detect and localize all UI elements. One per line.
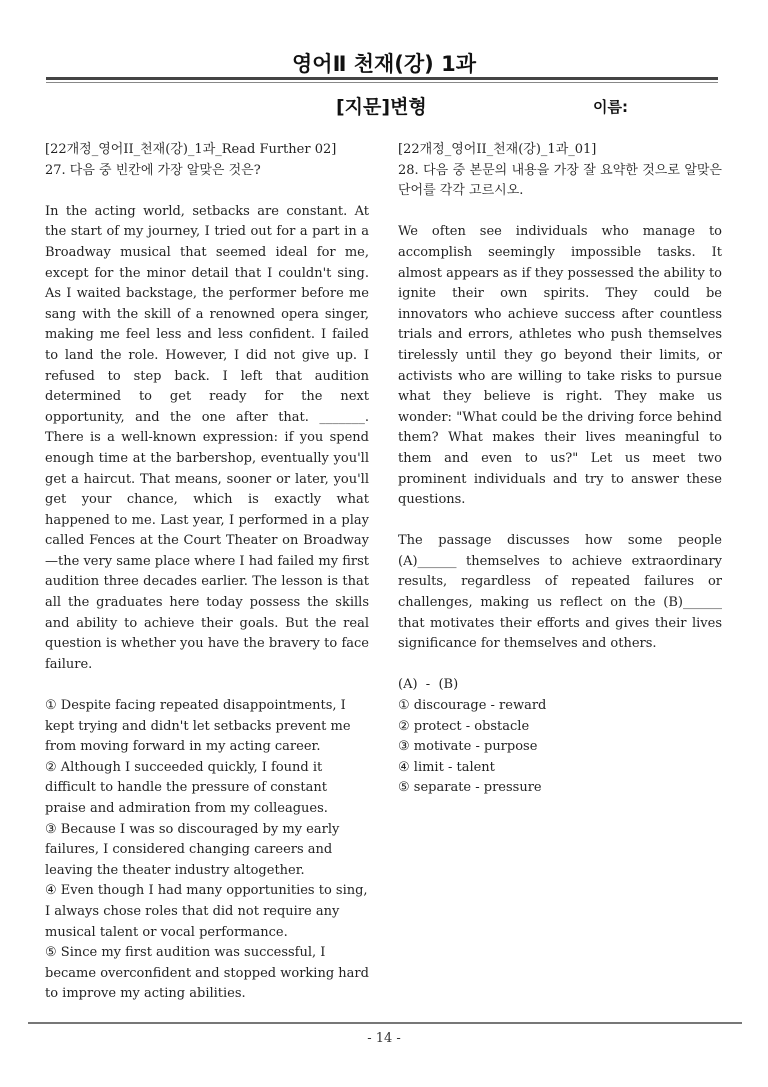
- q27-choice-1: ① Despite facing repeated disappointments, I kept trying and didn't let setbacks prevent me from moving forward in my acting career.: [45, 698, 351, 755]
- q27-choice-2: ② Although I succeeded quickly, I found it difficult to handle the pressure of constant praise and admiration from my colleagues.: [45, 759, 328, 816]
- q27-question: 27. 다음 중 빈칸에 가장 알맞은 것은?: [45, 162, 261, 178]
- q27-source: [22개정_영어II_천재(강)_1과_Read Further 02]: [45, 142, 337, 157]
- q27-choice-3: ③ Because I was so discouraged by my early failures, I considered changing careers and leaving the theater industry altogether.: [45, 821, 340, 878]
- q27-passage: In the acting world, setbacks are constant. At the start of my journey, I tried out for a part in a Broadway musical that seemed ideal for me, except for the minor detail that I couldn't sing. As I waited backstage, the performer before me sang with the skill of a renowned opera singer, making me feel less and less confident. I failed to land the role. However, I did not give up. I refused to step back. I left that audition determined to get ready for the next opportunity, and the one after that. _______. There is a well-known expression: if you spend enough time at the barbershop, eventually you'll get a haircut. That means, sooner or later, you'll get your chance, which is exactly what happened to me. Last year, I performed in a play called Fences at the Court Theater on Broadway—the very same place where I had failed my first audition three decades earlier. The lesson is that all the graduates here today possess the skills and ability to achieve their goals. But the real question is whether you have the bravery to face failure.: [45, 203, 369, 672]
- q28-choice-4: ④ limit - talent: [398, 759, 495, 775]
- question-27-column: [45, 140, 369, 1005]
- q28-passage: We often see individuals who manage to accomplish seemingly impossible tasks. It almost appears as if they possessed the ability to ignite their own spirits. They could be innovators who achieve success after countless trials and errors, athletes who push themselves tirelessly until they go beyond their limits, or activists who are willing to take risks to pursue what they believe is right. They make us wonder: "What could be the driving force behind them? What makes their lives meaningful to them and even to us?" Let us meet two prominent individuals and try to answer these questions.: [398, 224, 722, 508]
- q27-spacer: [45, 675, 369, 696]
- q28-summary: The passage discusses how some people (A)______ themselves to achieve extraordinary results, regardless of repeated failures or challenges, making us reflect on the (B)______ that motivates their efforts and gives their lives significance for themselves and others.: [398, 533, 722, 652]
- page-number: - 14 -: [367, 1031, 401, 1046]
- q28-choice-5: ⑤ separate - pressure: [398, 780, 542, 796]
- q28-choice-3: ③ motivate - purpose: [398, 739, 538, 755]
- footer-divider: [28, 1022, 742, 1024]
- name-label: 이름:: [593, 98, 628, 116]
- header-divider-thick: [46, 77, 718, 80]
- q27-choice-4: ④ Even though I had many opportunities to sing, I always chose roles that did not require any musical talent or vocal performance.: [45, 883, 368, 940]
- q28-source: [22개정_영어II_천재(강)_1과_01]: [398, 142, 597, 157]
- q28-choice-1: ① discourage - reward: [398, 698, 547, 714]
- q28-question: 28. 다음 중 본문의 내용을 가장 잘 요약한 것으로 알맞은 단어를 각각 고르시오.: [398, 162, 722, 199]
- page-subtitle: [지문]변형: [336, 96, 427, 118]
- page-title: 영어Ⅱ 천재(강) 1과: [292, 52, 476, 76]
- question-28-column: [398, 140, 722, 799]
- header-divider-thin: [46, 82, 718, 83]
- q28-choice-2: ② protect - obstacle: [398, 718, 530, 734]
- q28-choices-header: (A) - (B): [398, 677, 459, 693]
- q28-spacer: [398, 655, 722, 676]
- q27-choice-5: ⑤ Since my first audition was successful, I became overconfident and stopped working hard to improve my acting abilities.: [45, 945, 369, 1002]
